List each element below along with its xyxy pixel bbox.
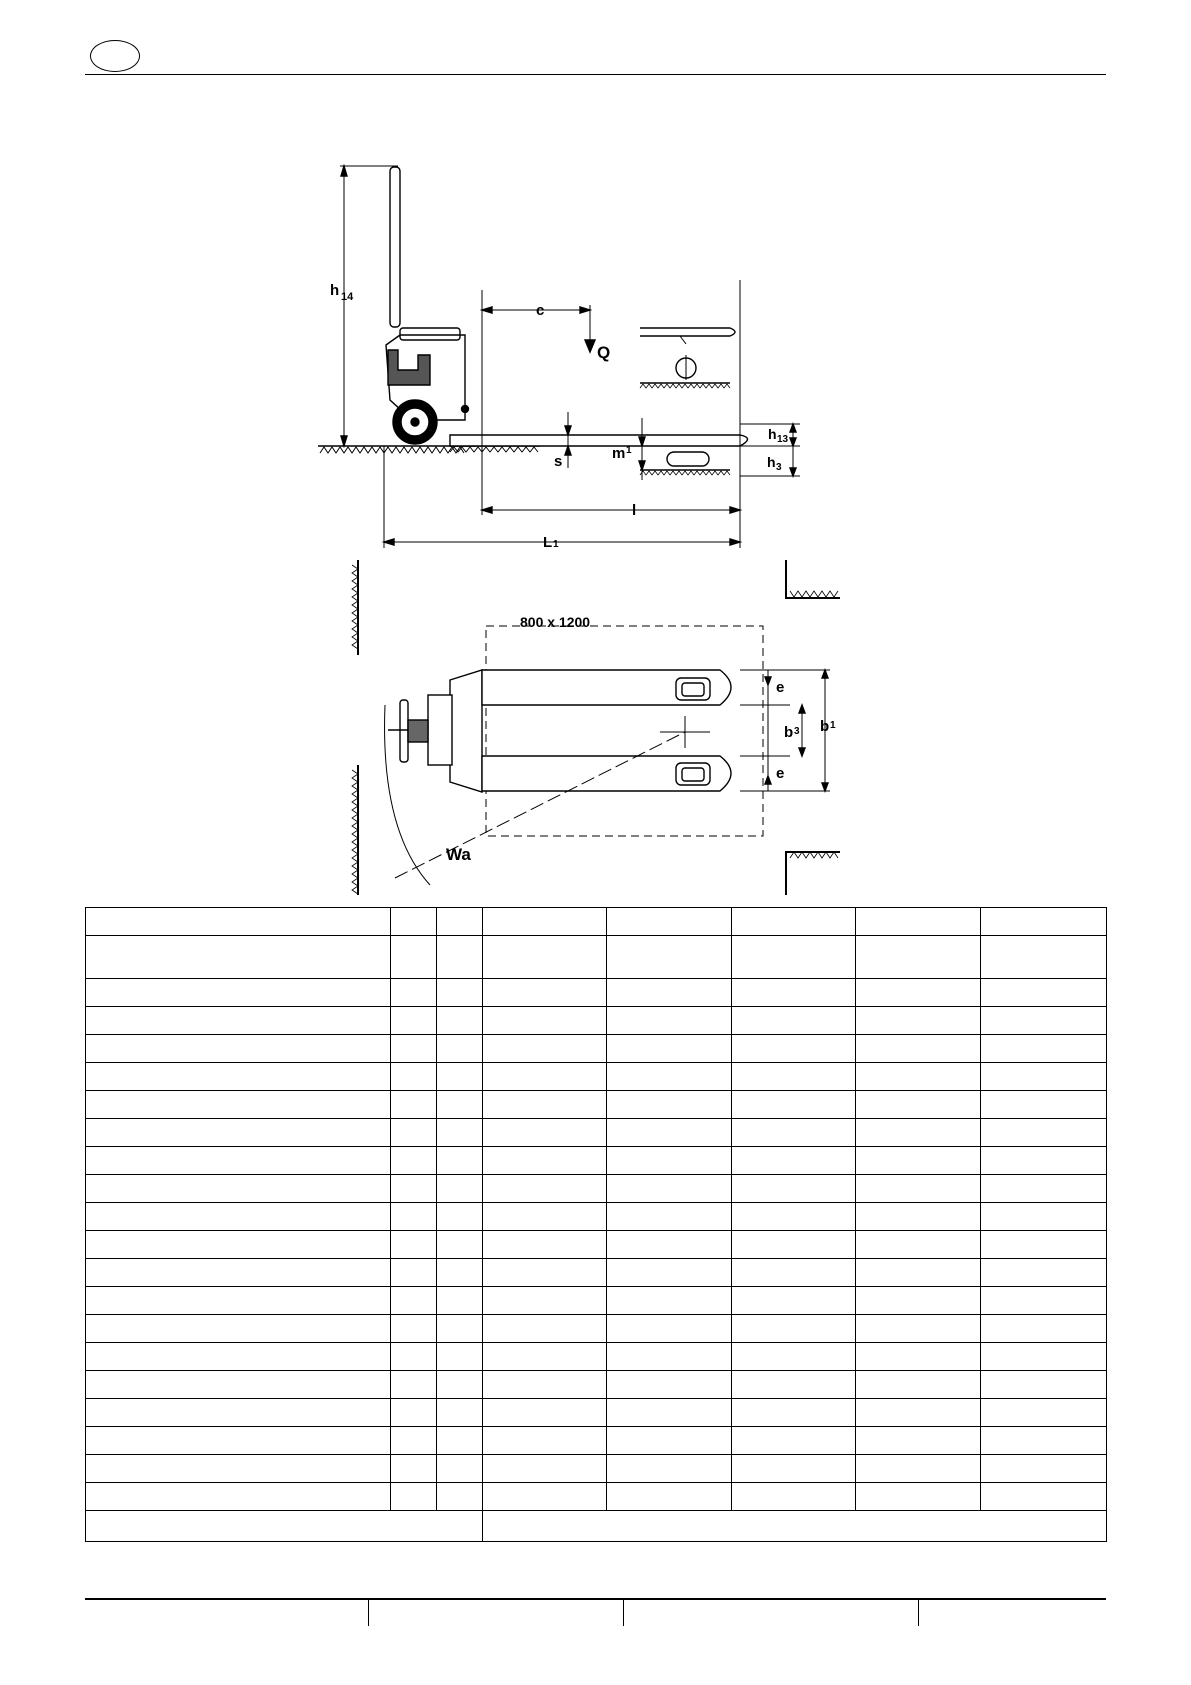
table-cell	[391, 908, 437, 936]
table-cell	[391, 936, 437, 979]
table-cell	[856, 1483, 981, 1511]
table-cell	[483, 1175, 607, 1203]
table-cell	[732, 1483, 856, 1511]
table-cell	[856, 1315, 981, 1343]
table-cell	[437, 1483, 483, 1511]
label-h13-sub: 13	[777, 434, 789, 445]
footer-rule	[85, 1598, 1106, 1600]
label-e-top: e	[776, 679, 785, 696]
label-b1-sub: 1	[830, 720, 836, 731]
table-row	[86, 1203, 1107, 1231]
top-view	[352, 560, 840, 895]
table-row	[86, 1455, 1107, 1483]
table-cell	[437, 1147, 483, 1175]
table-cell	[856, 1259, 981, 1287]
table-row	[86, 1147, 1107, 1175]
table-cell	[732, 1119, 856, 1147]
table-cell	[856, 1231, 981, 1259]
table-cell	[856, 1175, 981, 1203]
table-cell	[483, 1427, 607, 1455]
table-cell	[437, 1399, 483, 1427]
label-b3-sub: 3	[794, 726, 800, 737]
table-cell	[732, 1371, 856, 1399]
table-row	[86, 1175, 1107, 1203]
label-h3-sub: 3	[776, 462, 782, 473]
table-cell	[86, 1091, 391, 1119]
table-cell	[732, 1315, 856, 1343]
table-cell	[607, 1343, 732, 1371]
label-L1-sub: 1	[553, 539, 559, 550]
label-h3: h	[767, 454, 776, 470]
table-cell	[981, 1119, 1107, 1147]
table-row	[86, 1007, 1107, 1035]
table-row	[86, 1371, 1107, 1399]
table-cell	[732, 1287, 856, 1315]
table-cell	[391, 1175, 437, 1203]
table-cell	[483, 1371, 607, 1399]
table-cell	[981, 1147, 1107, 1175]
table-cell	[391, 1287, 437, 1315]
table-cell	[732, 1259, 856, 1287]
table-cell	[981, 1091, 1107, 1119]
table-cell	[856, 908, 981, 936]
table-cell	[483, 908, 607, 936]
table-cell	[437, 1455, 483, 1483]
table-cell	[391, 1455, 437, 1483]
table-cell	[732, 908, 856, 936]
table-cell	[856, 1343, 981, 1371]
table-cell	[437, 1035, 483, 1063]
table-cell	[437, 1175, 483, 1203]
table-cell	[86, 936, 391, 979]
table-cell	[981, 1287, 1107, 1315]
table-cell	[483, 1119, 607, 1147]
table-cell	[437, 1231, 483, 1259]
table-cell	[483, 1483, 607, 1511]
table-cell	[981, 979, 1107, 1007]
header-rule	[85, 74, 1106, 75]
table-row	[86, 936, 1107, 979]
table-cell	[391, 1259, 437, 1287]
table-row	[86, 1483, 1107, 1511]
table-cell	[607, 936, 732, 979]
label-m1-sub: 1	[626, 445, 632, 456]
table-cell	[437, 1007, 483, 1035]
table-cell	[607, 1455, 732, 1483]
table-cell	[981, 1427, 1107, 1455]
label-c: c	[536, 302, 545, 319]
table-cell	[483, 936, 607, 979]
table-cell	[732, 1091, 856, 1119]
table-cell	[391, 1147, 437, 1175]
table-cell	[856, 1035, 981, 1063]
table-cell	[732, 1455, 856, 1483]
table-cell	[86, 1147, 391, 1175]
table-cell	[732, 1063, 856, 1091]
table-cell	[607, 1091, 732, 1119]
table-cell	[856, 1399, 981, 1427]
table-cell	[391, 1203, 437, 1231]
table-cell	[856, 979, 981, 1007]
table-cell	[86, 908, 391, 936]
label-h13: h	[768, 426, 777, 442]
table-cell	[483, 1007, 607, 1035]
table-cell	[981, 908, 1107, 936]
table-cell	[483, 1399, 607, 1427]
label-h14: h	[330, 282, 340, 299]
table-cell	[607, 1231, 732, 1259]
table-cell	[607, 908, 732, 936]
table-cell	[86, 1399, 391, 1427]
table-cell	[856, 1427, 981, 1455]
table-cell	[86, 1035, 391, 1063]
table-cell	[86, 1455, 391, 1483]
table-row	[86, 1343, 1107, 1371]
table-cell	[607, 1147, 732, 1175]
table-cell	[437, 1119, 483, 1147]
table-cell	[483, 1455, 607, 1483]
table-cell	[856, 1371, 981, 1399]
table-cell	[607, 1287, 732, 1315]
table-cell	[607, 1119, 732, 1147]
table-cell	[732, 1035, 856, 1063]
table-cell	[732, 936, 856, 979]
table-cell	[856, 1287, 981, 1315]
table-cell	[391, 1007, 437, 1035]
table-row	[86, 1287, 1107, 1315]
table-cell	[391, 1427, 437, 1455]
footer-divider	[368, 1598, 369, 1626]
table-cell	[483, 1511, 1107, 1542]
table-cell	[607, 979, 732, 1007]
table-cell	[86, 1371, 391, 1399]
label-L1: L	[543, 534, 553, 551]
label-s: s	[554, 453, 563, 470]
table-cell	[86, 1231, 391, 1259]
table-cell	[437, 1091, 483, 1119]
table-cell	[437, 1259, 483, 1287]
table-cell	[732, 1147, 856, 1175]
table-row	[86, 1315, 1107, 1343]
table-cell	[483, 1091, 607, 1119]
table-cell	[86, 1203, 391, 1231]
table-cell	[732, 979, 856, 1007]
label-b1: b	[820, 718, 830, 735]
spec-table	[85, 907, 1107, 1542]
table-cell	[856, 1119, 981, 1147]
table-cell	[981, 1231, 1107, 1259]
table-cell	[437, 1315, 483, 1343]
table-cell	[607, 1399, 732, 1427]
table-cell	[981, 1007, 1107, 1035]
table-cell	[86, 979, 391, 1007]
table-cell	[607, 1175, 732, 1203]
table-cell	[391, 1119, 437, 1147]
table-cell	[437, 979, 483, 1007]
table-row	[86, 908, 1107, 936]
label-q: Q	[597, 343, 611, 362]
table-cell	[86, 1287, 391, 1315]
table-cell	[732, 1203, 856, 1231]
table-cell	[607, 1203, 732, 1231]
table-cell	[86, 1427, 391, 1455]
table-cell	[856, 1063, 981, 1091]
table-cell	[483, 1063, 607, 1091]
table-cell	[437, 1287, 483, 1315]
table-cell	[483, 1315, 607, 1343]
language-badge	[90, 40, 140, 72]
table-cell	[981, 1035, 1107, 1063]
table-row	[86, 1035, 1107, 1063]
table-cell	[856, 1007, 981, 1035]
table-cell	[607, 1315, 732, 1343]
table-cell	[981, 1343, 1107, 1371]
table-cell	[86, 1119, 391, 1147]
table-row	[86, 1231, 1107, 1259]
label-h14-sub: 14	[341, 291, 354, 303]
table-cell	[86, 1175, 391, 1203]
table-cell	[86, 1007, 391, 1035]
label-pallet-size: 800 x 1200	[520, 614, 591, 630]
table-cell	[86, 1343, 391, 1371]
table-row	[86, 1063, 1107, 1091]
table-cell	[86, 1511, 483, 1542]
side-view	[318, 166, 800, 548]
table-cell	[856, 1091, 981, 1119]
label-l: l	[632, 502, 637, 519]
table-cell	[437, 1063, 483, 1091]
label-b3: b	[784, 724, 794, 741]
table-cell	[607, 1063, 732, 1091]
table-cell	[607, 1371, 732, 1399]
table-cell	[437, 1427, 483, 1455]
table-cell	[732, 1007, 856, 1035]
table-cell	[483, 1035, 607, 1063]
label-e-bottom: e	[776, 765, 785, 782]
table-cell	[483, 1259, 607, 1287]
table-cell	[437, 1343, 483, 1371]
table-cell	[981, 1203, 1107, 1231]
table-cell	[391, 1315, 437, 1343]
table-cell	[981, 936, 1107, 979]
table-row	[86, 1091, 1107, 1119]
table-cell	[981, 1455, 1107, 1483]
table-cell	[86, 1063, 391, 1091]
table-cell	[981, 1315, 1107, 1343]
table-cell	[981, 1063, 1107, 1091]
table-cell	[607, 1427, 732, 1455]
table-cell	[391, 979, 437, 1007]
table-cell	[483, 979, 607, 1007]
table-cell	[981, 1399, 1107, 1427]
table-cell	[86, 1483, 391, 1511]
table-cell	[732, 1399, 856, 1427]
table-cell	[483, 1203, 607, 1231]
table-row	[86, 979, 1107, 1007]
table-cell	[607, 1483, 732, 1511]
table-cell	[391, 1343, 437, 1371]
table-cell	[437, 936, 483, 979]
table-cell	[607, 1035, 732, 1063]
table-cell	[391, 1483, 437, 1511]
table-cell	[856, 1455, 981, 1483]
label-m1: m	[612, 445, 626, 462]
pallet-truck-diagram	[300, 150, 860, 900]
table-row	[86, 1399, 1107, 1427]
table-cell	[607, 1007, 732, 1035]
table-cell	[437, 908, 483, 936]
table-cell	[391, 1231, 437, 1259]
table-cell	[437, 1371, 483, 1399]
table-cell	[483, 1343, 607, 1371]
table-cell	[391, 1371, 437, 1399]
table-cell	[856, 936, 981, 979]
table-cell	[391, 1399, 437, 1427]
table-row	[86, 1119, 1107, 1147]
table-cell	[981, 1175, 1107, 1203]
table-cell	[86, 1259, 391, 1287]
table-row	[86, 1511, 1107, 1542]
table-cell	[732, 1231, 856, 1259]
table-cell	[856, 1203, 981, 1231]
table-cell	[483, 1147, 607, 1175]
table-row	[86, 1427, 1107, 1455]
footer-divider	[918, 1598, 919, 1626]
table-cell	[391, 1063, 437, 1091]
table-cell	[732, 1427, 856, 1455]
table-cell	[981, 1259, 1107, 1287]
table-row	[86, 1259, 1107, 1287]
table-cell	[391, 1091, 437, 1119]
table-cell	[732, 1175, 856, 1203]
table-cell	[86, 1315, 391, 1343]
table-cell	[856, 1147, 981, 1175]
table-cell	[981, 1483, 1107, 1511]
table-cell	[981, 1371, 1107, 1399]
table-cell	[483, 1287, 607, 1315]
table-cell	[391, 1035, 437, 1063]
label-wa: Wa	[446, 845, 471, 864]
table-cell	[437, 1203, 483, 1231]
footer-divider	[623, 1598, 624, 1626]
table-cell	[732, 1343, 856, 1371]
table-cell	[483, 1231, 607, 1259]
table-cell	[607, 1259, 732, 1287]
